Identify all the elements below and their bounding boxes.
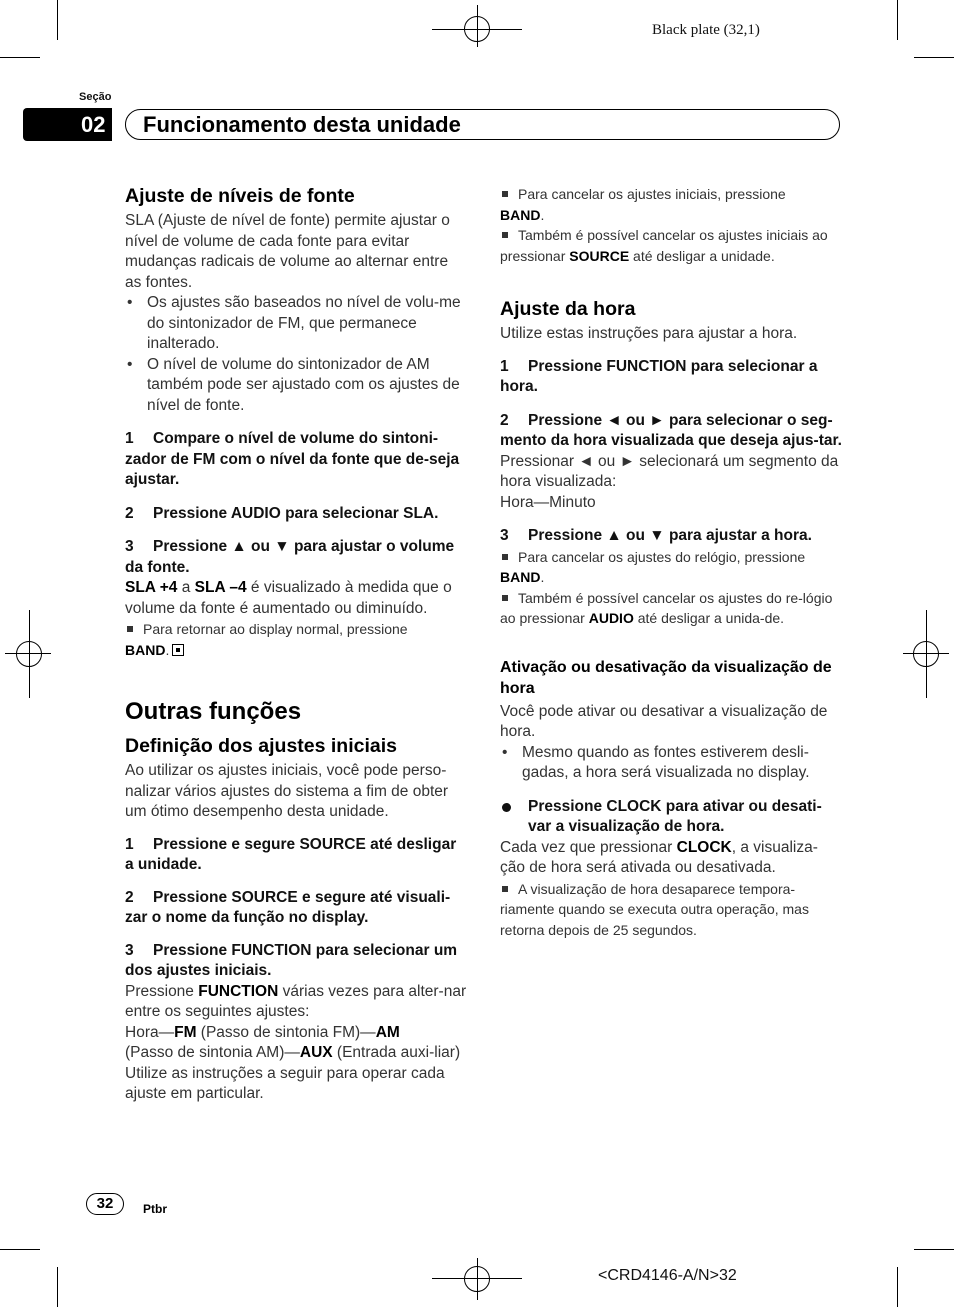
note-square-icon — [502, 232, 508, 238]
clock-note: A visualização de hora desaparece tempora-riamente quando se executa outra operação, mas retorna depois de 25 segundos. — [500, 880, 809, 938]
plate-label: Black plate (32,1) — [652, 22, 760, 38]
sla-intro: SLA (Ajuste de nível de fonte) permite ajustar o nível de volume de cada fonte para evitar mudanças radicais de volume ao alternar entre as fontes. — [125, 212, 450, 291]
sla-heading: Ajuste de níveis de fonte — [125, 185, 355, 207]
cancel-note-1: Para cancelar os ajustes iniciais, pressione BAND. — [500, 186, 786, 223]
ajustes-step-1: 1 Pressione e segure SOURCE até desligar a unidade. — [125, 835, 457, 873]
ajustes-step-2: 2 Pressione SOURCE e segure até visuali-zar o nome da função no display. — [125, 888, 451, 926]
document-code: <CRD4146-A/N>32 — [598, 1267, 737, 1284]
sla-step-2: 2 Pressione AUDIO para selecionar SLA. — [125, 504, 439, 522]
clock-heading: Ativação ou desativação da visualização de hora — [500, 658, 832, 697]
left-column — [125, 184, 467, 1105]
cancel-note-2: Também é possível cancelar os ajustes iniciais ao pressionar SOURCE até desligar a unidade. — [500, 227, 828, 264]
clock-intro: Você pode ativar ou desativar a visualização de hora. — [500, 702, 828, 740]
section-number: 02 — [23, 108, 112, 141]
hora-step-2-desc: Pressionar ◄ ou ► selecionará um segmento da hora visualizada: — [500, 452, 839, 490]
hora-step-2: 2 Pressione ◄ ou ► para selecionar o seg-mento da hora visualizada que deseja ajus-tar. — [500, 411, 842, 449]
ajustes-list: Hora—FM (Passo de sintonia FM)—AM (Passo de sintonia AM)—AUX (Entrada auxi-liar) — [125, 1023, 461, 1061]
note-square-icon — [502, 554, 508, 560]
hora-note-1: Para cancelar os ajustes do relógio, pressione BAND. — [500, 548, 806, 585]
ajustes-iniciais-heading: Definição dos ajustes iniciais — [125, 735, 398, 757]
sla-step-1: 1 Compare o nível de volume do sintoni-zador de FM com o nível da fonte que de-seja ajustar. — [125, 430, 460, 488]
ajustes-iniciais-intro: Ao utilizar os ajustes iniciais, você pode perso-nalizar vários ajustes do sistema a fim de obter um ótimo desempenho desta unidade. — [125, 762, 449, 820]
sla-bullet-2: • O nível de volume do sintonizador de AM também pode ser ajustado com os ajustes de nível de fonte. — [125, 355, 467, 417]
ajustes-closing: Utilize as instruções a seguir para operar cada ajuste em particular. — [125, 1064, 445, 1102]
note-square-icon — [127, 626, 133, 632]
hora-step-2-desc-2: Hora—Minuto — [500, 493, 596, 511]
section-title: Funcionamento desta unidade — [143, 112, 461, 137]
note-square-icon — [502, 886, 508, 892]
ajustes-step-3-desc: Pressione FUNCTION várias vezes para alter-nar entre os seguintes ajustes: — [125, 982, 467, 1020]
clock-step-desc: Cada vez que pressionar CLOCK, a visualiza-ção de hora será ativada ou desativada. — [500, 838, 818, 876]
hora-heading: Ajuste da hora — [500, 298, 636, 320]
sla-step-3-desc: SLA +4 a SLA –4 é visualizado à medida que o volume da fonte é aumentado ou diminuído. — [125, 579, 452, 617]
hora-note-2: Também é possível cancelar os ajustes do re-lógio ao pressionar AUDIO até desligar a unida-de. — [500, 589, 833, 626]
sla-bullet-1: • Os ajustes são baseados no nível de volu-me do sintonizador de FM, que permanece inalterado. — [125, 293, 467, 355]
right-column — [500, 184, 842, 940]
language-code: Ptbr — [143, 1202, 167, 1216]
clock-bullet: • Mesmo quando as fontes estiverem desli-gadas, a hora será visualizada no display. — [500, 743, 842, 784]
clock-step: Pressione CLOCK para ativar ou desati-var a visualização de hora. — [500, 797, 842, 838]
hora-intro: Utilize estas instruções para ajustar a hora. — [500, 325, 798, 342]
section-label: Seção — [79, 91, 112, 103]
ajustes-step-3: 3 Pressione FUNCTION para selecionar um dos ajustes iniciais. — [125, 941, 458, 979]
sla-note: Para retornar ao display normal, pressione BAND. — [125, 621, 408, 658]
end-mark-icon — [172, 644, 184, 656]
sla-step-3: 3 Pressione ▲ ou ▼ para ajustar o volume da fonte. — [125, 538, 455, 576]
outras-title: Outras funções — [125, 698, 302, 725]
hora-step-3: 3 Pressione ▲ ou ▼ para ajustar a hora. — [500, 527, 812, 544]
note-square-icon — [502, 191, 508, 197]
hora-step-1: 1 Pressione FUNCTION para selecionar a hora. — [500, 357, 818, 395]
page-number: 32 — [86, 1193, 124, 1215]
note-square-icon — [502, 595, 508, 601]
